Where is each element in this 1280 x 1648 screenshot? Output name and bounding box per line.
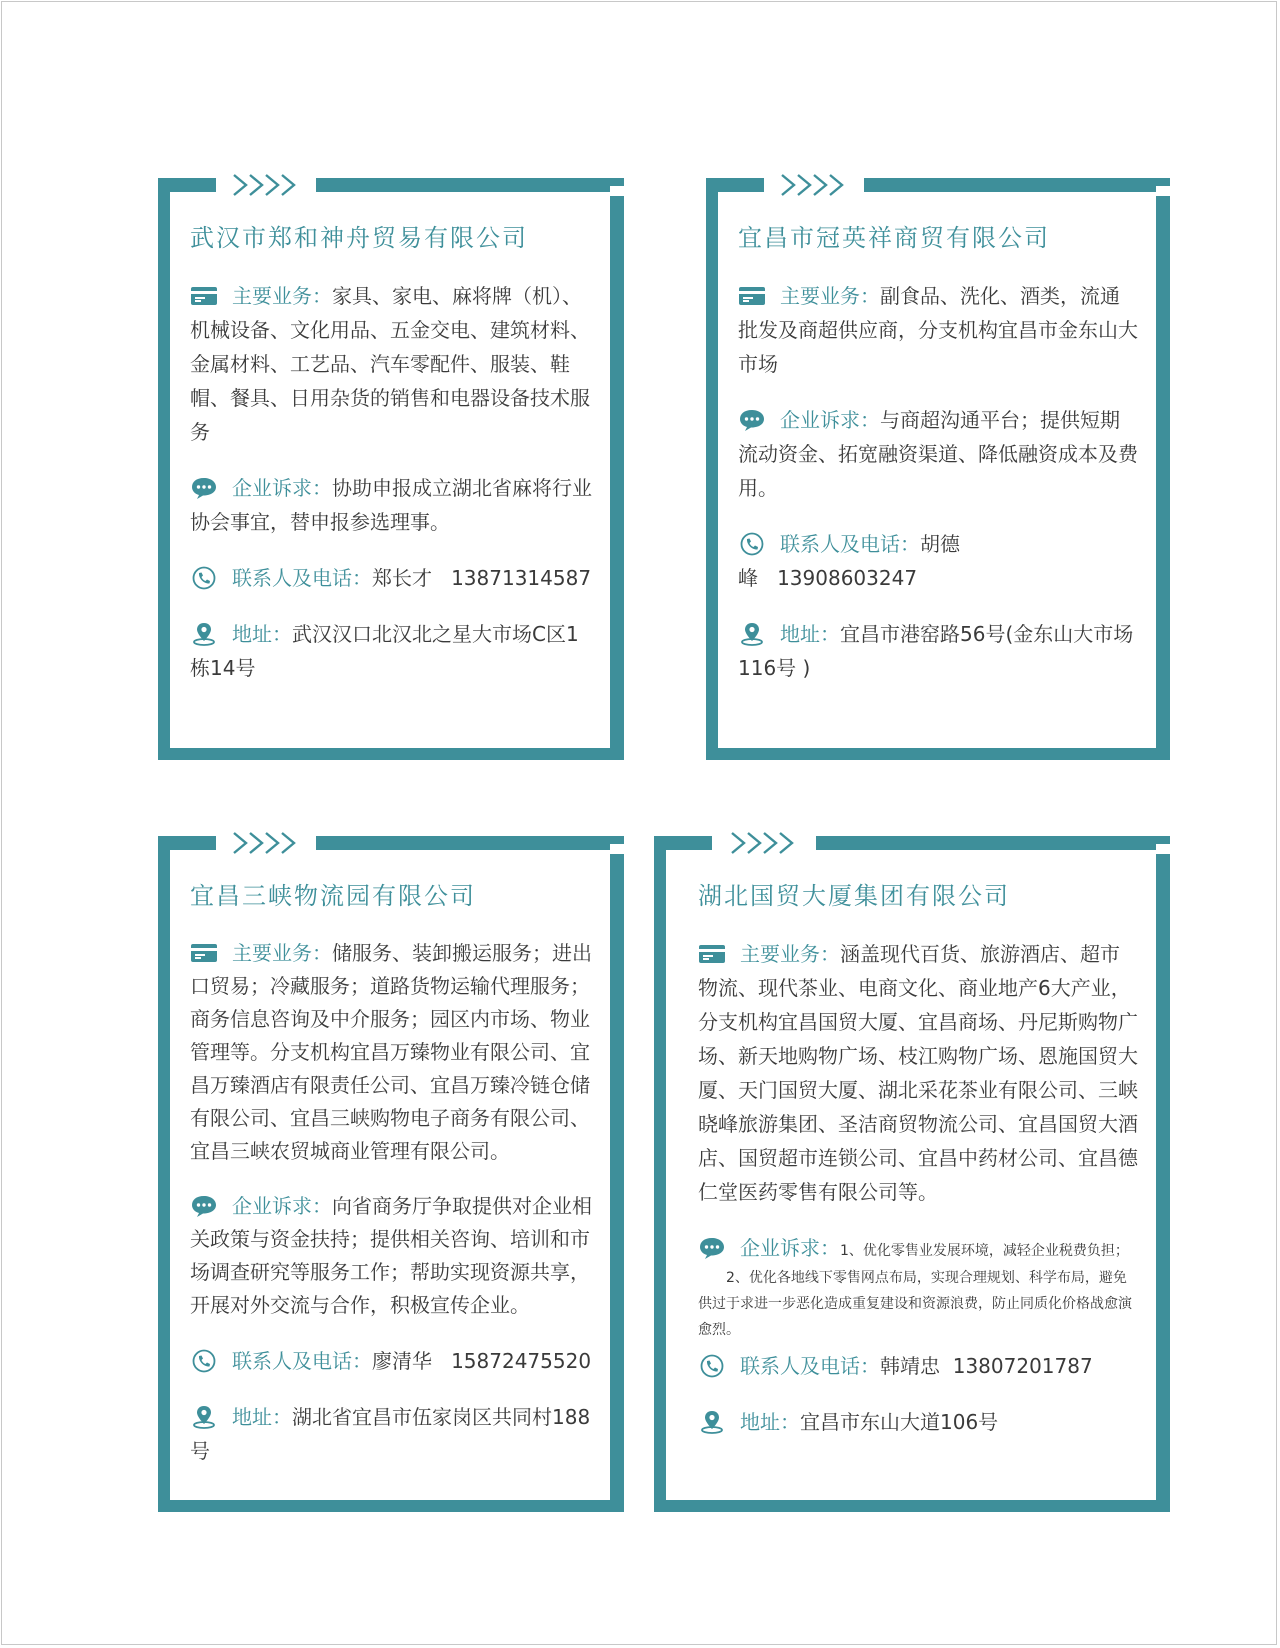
appeal-label: 企业诉求 (780, 408, 860, 432)
address-label: 地址 (232, 622, 272, 646)
address-section: 地址：宜昌市东山大道106号 (698, 1405, 1138, 1439)
phone-icon (738, 532, 766, 556)
chevron-arrows-icon (230, 170, 314, 200)
appeal-section: 企业诉求：1、优化零售业发展环境，减轻企业税费负担； 2、优化各地线下零售网点布局，实现合理规划、科学布局，避免供过于求进一步恶化造成重复建设和资源浪费，防止同质化价格战愈演愈烈。 (698, 1231, 1138, 1343)
appeal-section: 企业诉求：与商超沟通平台；提供短期流动资金、拓宽融资渠道、降低融资成本及费用。 (738, 408, 1138, 500)
contact-section: 联系人及电话：胡德峰 13908603247 (738, 532, 960, 590)
phone-icon (698, 1354, 726, 1378)
contact-name: 廖清华 (372, 1349, 432, 1373)
appeal-section: 企业诉求：向省商务厅争取提供对企业相关政策与资金扶持；提供相关咨询、培训和市场调查研究等服务工作；帮助实现资源共享，开展对外交流与合作，积极宣传企业。 (190, 1194, 592, 1317)
location-pin-icon (190, 622, 218, 646)
contact-label: 联系人及电话 (232, 1349, 352, 1373)
address-text: 宜昌市港窑路56号(金东山大市场116号 ) (738, 622, 1134, 680)
address-text: 湖北省宜昌市伍家岗区共同村188号 (190, 1405, 591, 1463)
business-label: 主要业务 (232, 284, 312, 308)
address-label: 地址 (780, 622, 820, 646)
business-section: 主要业务：副食品、洗化、酒类，流通批发及商超供应商，分支机构宜昌市金东山大市场 (738, 284, 1138, 376)
contact-section: 联系人及电话：韩靖忠 13807201787 (698, 1349, 1138, 1383)
appeal-text-2: 2、优化各地线下零售网点布局，实现合理规划、科学布局，避免供过于求进一步恶化造成重复建设和资源浪费，防止同质化价格战愈演愈烈。 (698, 1270, 1132, 1338)
address-text: 武汉汉口北汉北之星大市场C区1栋14号 (190, 622, 579, 680)
chevron-arrows-icon (230, 828, 314, 858)
contact-phone: 13807201787 (952, 1354, 1093, 1378)
address-section: 地址：武汉汉口北汉北之星大市场C区1栋14号 (190, 622, 579, 680)
card-icon (738, 284, 766, 308)
address-section: 地址：宜昌市港窑路56号(金东山大市场116号 ) (738, 622, 1134, 680)
chevron-arrows-icon (778, 170, 862, 200)
phone-icon (190, 566, 218, 590)
phone-icon (190, 1349, 218, 1373)
appeal-label: 企业诉求 (232, 476, 312, 500)
contact-label: 联系人及电话 (740, 1354, 860, 1378)
business-text: 涵盖现代百货、旅游酒店、超市物流、现代茶业、电商文化、商业地产6大产业，分支机构宜昌国贸大厦、宜昌商场、丹尼斯购物广场、新天地购物广场、枝江购物广场、恩施国贸大厦、天门国贸大厦、湖北采花茶业有限公司、三峡晓峰旅游集团、圣洁商贸物流公司、宜昌国贸大酒店、国贸超市连锁公司、宜昌中药材公司、宜昌德仁堂医药零售有限公司等。 (698, 942, 1138, 1204)
contact-label: 联系人及电话 (780, 532, 900, 556)
company-card (654, 836, 1170, 1512)
company-card (158, 836, 624, 1512)
location-pin-icon (698, 1410, 726, 1434)
company-name: 宜昌三峡物流园有限公司 (190, 882, 476, 910)
chevron-arrows-icon (728, 828, 812, 858)
business-section: 主要业务：涵盖现代百货、旅游酒店、超市物流、现代茶业、电商文化、商业地产6大产业，分支机构宜昌国贸大厦、宜昌商场、丹尼斯购物广场、新天地购物广场、枝江购物广场、恩施国贸大厦、天门国贸大厦、湖北采花茶业有限公司、三峡晓峰旅游集团、圣洁商贸物流公司、宜昌国贸大酒店、国贸超市连锁公司、宜昌中药材公司、宜昌德仁堂医药零售有限公司等。 (698, 942, 1138, 1204)
address-label: 地址 (740, 1410, 780, 1434)
chat-bubble-icon (738, 408, 766, 432)
card-icon (190, 284, 218, 308)
card-icon (190, 941, 218, 965)
business-label: 主要业务 (740, 942, 820, 966)
company-card (706, 178, 1170, 760)
company-name: 宜昌市冠英祥商贸有限公司 (738, 224, 1050, 252)
contact-name: 韩靖忠 (880, 1354, 940, 1378)
business-label: 主要业务 (232, 941, 312, 965)
business-label: 主要业务 (780, 284, 860, 308)
appeal-label: 企业诉求 (232, 1194, 312, 1218)
business-section: 主要业务：储服务、装卸搬运服务；进出口贸易；冷藏服务；道路货物运输代理服务；商务信息咨询及中介服务；园区内市场、物业管理等。分支机构宜昌万臻物业有限公司、宜昌万臻酒店有限责任公司、宜昌万臻冷链仓储有限公司、宜昌三峡购物电子商务有限公司、宜昌三峡农贸城商业管理有限公司。 (190, 941, 592, 1163)
location-pin-icon (190, 1405, 218, 1429)
business-section: 主要业务：家具、家电、麻将牌（机）、机械设备、文化用品、五金交电、建筑材料、金属材料、工艺品、汽车零配件、服装、鞋帽、餐具、日用杂货的销售和电器设备技术服务 (190, 284, 590, 444)
appeal-text: 协助申报成立湖北省麻将行业协会事宜，替申报参选理事。 (190, 476, 592, 534)
address-text: 宜昌市东山大道106号 (800, 1410, 999, 1434)
appeal-text: 与商超沟通平台；提供短期流动资金、拓宽融资渠道、降低融资成本及费用。 (738, 408, 1138, 500)
chat-bubble-icon (190, 476, 218, 500)
contact-phone: 13908603247 (777, 566, 918, 590)
contact-phone: 13871314587 (451, 566, 592, 590)
appeal-text-1: 1、优化零售业发展环境，减轻企业税费负担； (840, 1243, 1129, 1259)
contact-phone: 15872475520 (451, 1349, 592, 1373)
appeal-section: 企业诉求：协助申报成立湖北省麻将行业协会事宜，替申报参选理事。 (190, 476, 592, 534)
business-text: 家具、家电、麻将牌（机）、机械设备、文化用品、五金交电、建筑材料、金属材料、工艺品、汽车零配件、服装、鞋帽、餐具、日用杂货的销售和电器设备技术服务 (190, 284, 590, 444)
contact-label: 联系人及电话 (232, 566, 352, 590)
company-card (158, 178, 624, 760)
contact-section: 联系人及电话：廖清华 15872475520 (190, 1344, 592, 1378)
contact-name: 胡德峰 (738, 532, 960, 590)
appeal-text: 向省商务厅争取提供对企业相关政策与资金扶持；提供相关咨询、培训和市场调查研究等服务工作；帮助实现资源共享，开展对外交流与合作，积极宣传企业。 (190, 1194, 592, 1317)
contact-section: 联系人及电话：郑长才 13871314587 (190, 561, 592, 595)
business-text: 储服务、装卸搬运服务；进出口贸易；冷藏服务；道路货物运输代理服务；商务信息咨询及中介服务；园区内市场、物业管理等。分支机构宜昌万臻物业有限公司、宜昌万臻酒店有限责任公司、宜昌万臻冷链仓储有限公司、宜昌三峡购物电子商务有限公司、宜昌三峡农贸城商业管理有限公司。 (190, 941, 592, 1163)
company-name: 湖北国贸大厦集团有限公司 (698, 882, 1010, 910)
appeal-label: 企业诉求 (740, 1236, 820, 1260)
address-label: 地址 (232, 1405, 272, 1429)
chat-bubble-icon (190, 1194, 218, 1218)
location-pin-icon (738, 622, 766, 646)
address-section: 地址：湖北省宜昌市伍家岗区共同村188号 (190, 1405, 591, 1463)
contact-name: 郑长才 (372, 566, 432, 590)
business-text: 副食品、洗化、酒类，流通批发及商超供应商，分支机构宜昌市金东山大市场 (738, 284, 1138, 376)
company-name: 武汉市郑和神舟贸易有限公司 (190, 224, 528, 252)
card-icon (698, 942, 726, 966)
chat-bubble-icon (698, 1236, 726, 1260)
